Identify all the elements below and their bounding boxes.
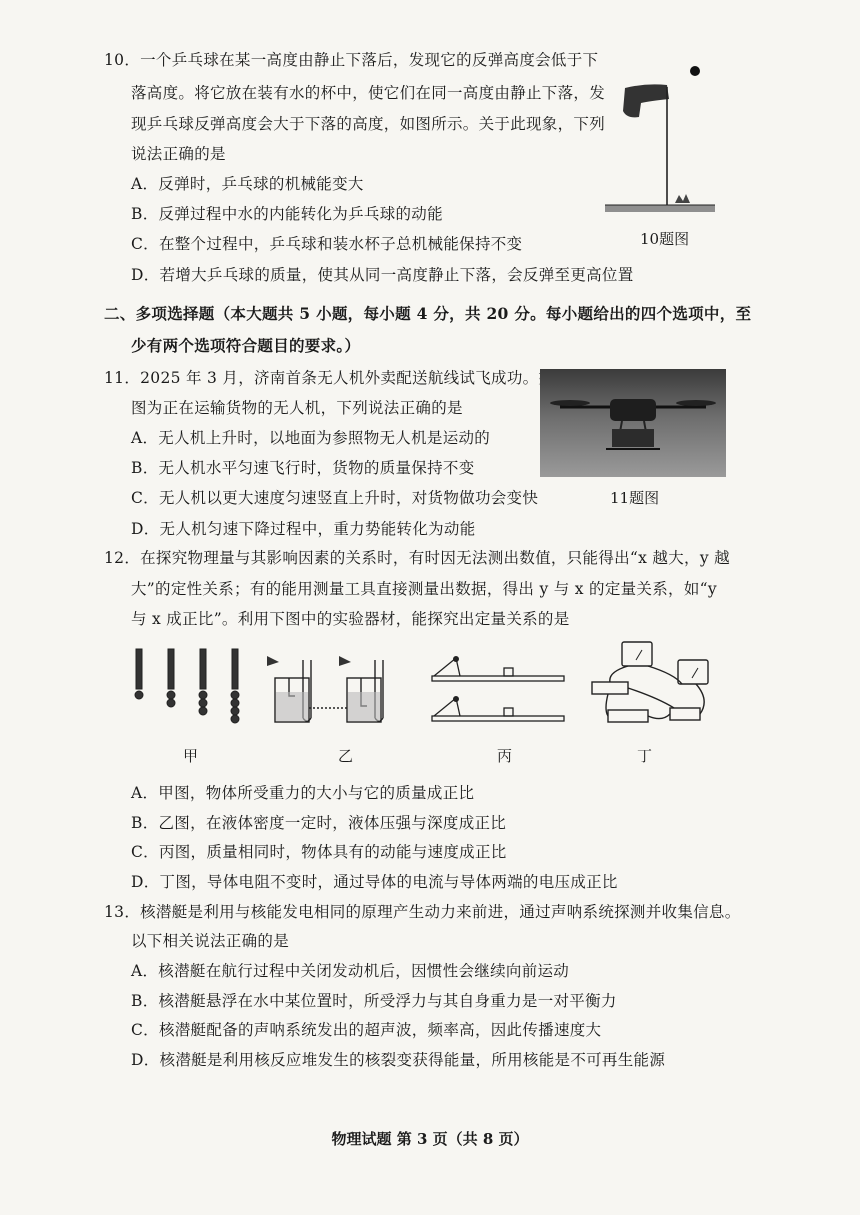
q10-option-c: C．在整个过程中，乒乓球和装水杯子总机械能保持不变	[131, 235, 523, 253]
q11-option-d: D．无人机匀速下降过程中，重力势能转化为动能	[131, 520, 476, 538]
section2-header-line-2: 少有两个选项符合题目的要求。）	[131, 336, 361, 355]
q10-stem-line-1: 10．一个乒乓球在某一高度由静止下落后，发现它的反弹高度会低于下	[104, 51, 599, 69]
q11-stem-line-1: 11．2025 年 3 月，济南首条无人机外卖配送航线试飞成功。如	[104, 369, 555, 387]
q12-option-c: C．丙图，质量相同时，物体具有的动能与速度成正比	[131, 843, 507, 861]
q11-drone-photo	[540, 369, 726, 477]
q12-figure-ding-circuit	[578, 638, 718, 733]
q10-option-a: A．反弹时，乒乓球的机械能变大	[131, 175, 364, 193]
q13-option-a: A．核潜艇在航行过程中关闭发动机后，因惯性会继续向前运动	[131, 962, 570, 980]
q11-option-a: A．无人机上升时，以地面为参照物无人机是运动的	[131, 429, 491, 447]
q13-option-b: B．核潜艇悬浮在水中某位置时，所受浮力与其自身重力是一对平衡力	[131, 992, 617, 1010]
q13-option-c: C．核潜艇配备的声呐系统发出的超声波，频率高，因此传播速度大	[131, 1021, 602, 1039]
q12-figure-jia-spring-scales	[128, 643, 254, 725]
q12-figure-label-ding: 丁	[637, 747, 653, 765]
q10-figure	[605, 55, 715, 220]
q11-stem-line-2: 图为正在运输货物的无人机，下列说法正确的是	[131, 399, 463, 417]
q12-stem-line-2: 大”的定性关系；有的能用测量工具直接测量出数据，得出 y 与 x 的定量关系，如“y	[131, 580, 717, 598]
q12-figure-label-yi: 乙	[338, 747, 354, 765]
page-footer: 物理试题 第 3 页（共 8 页）	[331, 1130, 529, 1148]
q12-option-d: D．丁图，导体电阻不变时，通过导体的电流与导体两端的电压成正比	[131, 873, 618, 891]
q10-option-b: B．反弹过程中水的内能转化为乒乓球的动能	[131, 205, 443, 223]
q12-figure-label-bing: 丙	[497, 747, 513, 765]
q10-stem-line-2: 落高度。将它放在装有水的杯中，使它们在同一高度由静止下落，发	[131, 84, 606, 102]
q10-stem-line-3: 现乒乓球反弹高度会大于下落的高度，如图所示。关于此现象，下列	[131, 115, 606, 133]
q10-option-d: D．若增大乒乓球的质量，使其从同一高度静止下落，会反弹至更高位置	[131, 266, 634, 284]
q12-stem-line-3: 与 x 成正比”。利用下图中的实验器材，能探究出定量关系的是	[131, 610, 570, 628]
q11-figure-caption: 11题图	[610, 489, 660, 507]
q12-stem-line-1: 12．在探究物理量与其影响因素的关系时，有时因无法测出数值，只能得出“x 越大，y 越	[104, 549, 730, 567]
q13-stem-line-2: 以下相关说法正确的是	[131, 932, 290, 950]
q12-figure-bing-inclined-planes	[430, 652, 566, 732]
q11-option-c: C．无人机以更大速度匀速竖直上升时，对货物做功会变快	[131, 489, 539, 507]
q10-stem-line-4: 说法正确的是	[131, 145, 226, 163]
q12-option-b: B．乙图，在液体密度一定时，液体压强与深度成正比	[131, 814, 507, 832]
q11-option-b: B．无人机水平匀速飞行时，货物的质量保持不变	[131, 459, 475, 477]
q12-figure-yi-pressure-gauges	[263, 648, 413, 728]
q10-figure-caption: 10题图	[640, 230, 690, 248]
section2-header-line-1: 二、多项选择题（本大题共 5 小题，每小题 4 分，共 20 分。每小题给出的四个选项中，至	[104, 304, 752, 323]
q13-option-d: D．核潜艇是利用核反应堆发生的核裂变获得能量，所用核能是不可再生能源	[131, 1051, 666, 1069]
q13-stem-line-1: 13．核潜艇是利用与核能发电相同的原理产生动力来前进，通过声呐系统探测并收集信息。	[104, 903, 741, 921]
q12-option-a: A．甲图，物体所受重力的大小与它的质量成正比	[131, 784, 475, 802]
q12-figure-label-jia: 甲	[183, 747, 199, 765]
